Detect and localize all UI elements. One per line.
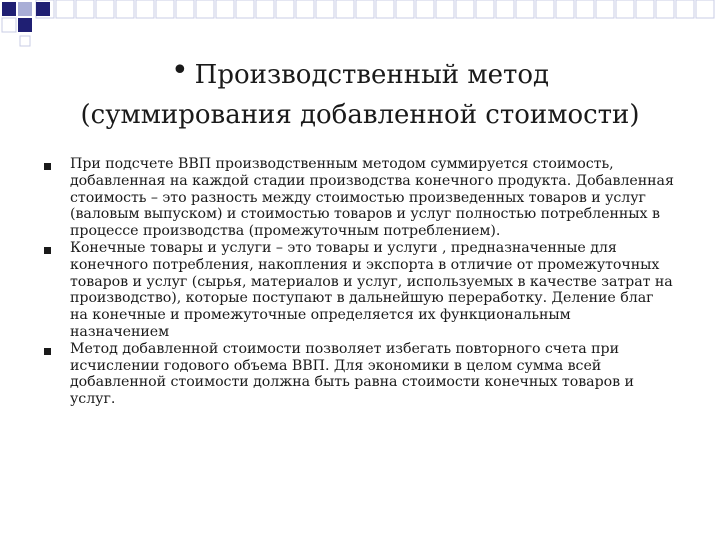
list-item <box>44 240 674 341</box>
list-item-text: Метод добавленной стоимости позволяет избегать повторного счета при исчислении годового объема ВВП. Для экономики в целом сумма всей добавленной стоимости должна быть равна стоимости конечных товаров и услуг. <box>70 340 634 408</box>
list-item-text: При подсчете ВВП производственным методом суммируется стоимость, добавленная на каждой стадии производства конечного продукта. Добавленная стоимость – это разность между стоимостью произведенных товаров и услуг (валовым выпуском) и стоимостью товаров и услуг полностью потребленных в процессе производства (промежуточным потреблением). <box>70 156 674 240</box>
list-item <box>44 156 674 240</box>
square-bullet-icon <box>44 348 51 355</box>
slide-title <box>0 54 720 135</box>
title-line-1: Производственный метод <box>194 60 550 90</box>
title-line-2: (суммирования добавленной стоимости) <box>80 100 640 130</box>
bullet-list <box>44 156 674 408</box>
list-item <box>44 341 674 408</box>
decorative-header-squares <box>0 0 720 60</box>
list-item-text: Конечные товары и услуги – это товары и услуги , предназначенные для конечного потребления, накопления и экспорта в отличие от промежуточных товаров и услуг (сырья, материалов и услуг, используемых в качестве затрат на производство), которые поступают в дальнейшую переработку. Деление благ на конечные и промежуточные определяется их функциональным назначением <box>70 239 673 340</box>
square-bullet-icon <box>44 247 51 254</box>
square-bullet-icon <box>44 163 51 170</box>
title-bullet: • <box>170 53 189 88</box>
